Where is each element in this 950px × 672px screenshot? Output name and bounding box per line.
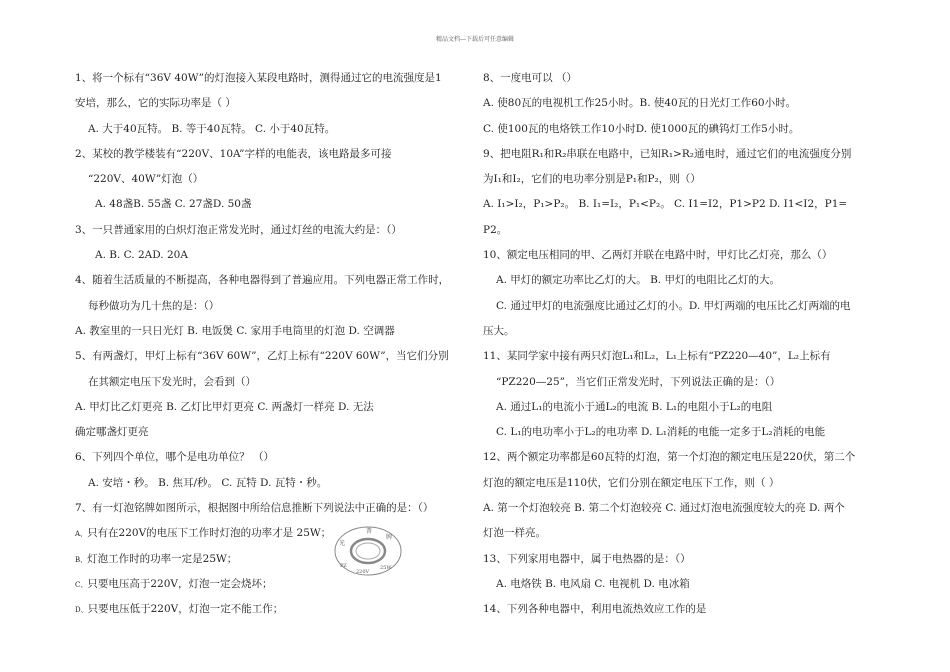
question-line-q7A bbox=[75, 521, 465, 546]
option-text: 灯泡工作时的功率一定是25W； bbox=[87, 552, 238, 565]
badge-left-text: 光 bbox=[339, 540, 346, 547]
question-line-q4a: 4、随着生活质量的不断提高，各种电器得到了普遍应用。下列电器正常工作时， bbox=[75, 274, 450, 287]
question-line-q9b: 为I₁和I₂，它们的电功率分别是P₁和P₂，则（） bbox=[483, 173, 701, 186]
question-line-q13a: 13、下列家用电器中，属于电热器的是：（） bbox=[483, 552, 691, 565]
question-line-q3o: A. B. C. 2AD. 20A bbox=[95, 249, 188, 262]
question-line-q6o: A. 安培・秒。 B. 焦耳/秒。 C. 瓦特 D. 瓦特・秒。 bbox=[88, 476, 328, 489]
option-prefix: D、 bbox=[75, 606, 88, 615]
question-line-q14a: 14、下列各种电器中，利用电流热效应工作的是 bbox=[483, 603, 707, 616]
question-line-q8a: 8、一度电可以 （） bbox=[483, 72, 578, 84]
question-line-q7a: 7、有一灯泡铭牌如图所示，根据图中所给信息推断下列说法中正确的是：（） bbox=[75, 502, 434, 515]
question-line-q8o2: C. 使100瓦的电烙铁工作10小时D. 使1000瓦的碘钨灯工作5小时。 bbox=[483, 122, 800, 135]
question-line-q12b: 灯泡的额定电压是110伏，它们分别在额定电压下工作，则（ ） bbox=[483, 476, 780, 489]
question-line-q4b: 每秒做功为几十焦的是：（） bbox=[88, 299, 220, 312]
question-line-q10o3: 压大。 bbox=[483, 324, 515, 337]
option-text: 只有在220V的电压下工作时灯泡的功率才是 25W； bbox=[87, 527, 332, 540]
question-line-q9a: 9、把电阻R₁和R₂串联在电路中，已知R₁>R₂通电时，通过它们的电流强度分别 bbox=[483, 147, 852, 160]
question-line-q5b: 在其额定电压下发光时，会看到（） bbox=[88, 375, 256, 388]
question-line-q13o: A. 电烙铁 B. 电风扇 C. 电视机 D. 电冰箱 bbox=[496, 577, 690, 590]
left-column bbox=[75, 66, 465, 623]
option-text: 只要电压高于220V，灯泡一定会烧坏； bbox=[87, 577, 273, 590]
option-prefix: A、 bbox=[75, 530, 88, 539]
question-line-q9o1: A. I₁>I₂，P₁>P₂。 B. I₁=I₂，P₁<P₂。 C. I1=I2，P1>P2 D. I1<I2，P1= bbox=[483, 198, 848, 211]
question-line-q10o2: C. 通过甲灯的电流强度比通过乙灯的小。D. 甲灯两端的电压比乙灯两端的电 bbox=[496, 299, 851, 312]
page-header: 精品文档---下载后可任意编辑 bbox=[435, 36, 515, 43]
option-text: 只要电压低于220V，灯泡一定不能工作； bbox=[87, 603, 284, 616]
question-line-q9o2: P2。 bbox=[483, 223, 508, 236]
question-line-q7D bbox=[75, 597, 465, 622]
question-line-q1o: A. 大于40瓦特。 B. 等于40瓦特。 C. 小于40瓦特。 bbox=[88, 122, 336, 135]
question-line-q11o1: A. 通过L₁的电流小于通L₂的电流 B. L₁的电阻小于L₂的电阻 bbox=[496, 400, 773, 413]
question-line-q10o1: A. 甲灯的额定功率比乙灯的大。 B. 甲灯的电阻比乙灯的大。 bbox=[496, 274, 780, 287]
badge-bottom-right-text: 25W bbox=[380, 565, 392, 571]
option-prefix: B、 bbox=[75, 555, 88, 564]
question-line-q3a: 3、一只普通家用的白炽灯泡正常发光时，通过灯丝的电流大约是：（） bbox=[75, 223, 402, 236]
question-line-q11o2: C. L₁的电功率小于L₂的电功率 D. L₁消耗的电能一定多于L₂消耗的电能 bbox=[496, 426, 826, 439]
question-line-q10a: 10、额定电压相同的甲、乙两灯并联在电路中时，甲灯比乙灯亮，那么（） bbox=[483, 249, 833, 262]
question-line-q5a: 5、有两盏灯，甲灯上标有“36V 60W”，乙灯上标有“220V 60W”，当它们分别 bbox=[75, 350, 449, 363]
question-line-q4o: A. 教室里的一只日光灯 B. 电饭煲 C. 家用手电筒里的灯泡 D. 空调器 bbox=[75, 324, 395, 337]
question-line-q7B bbox=[75, 547, 465, 572]
question-line-q12a: 12、两个额定功率都是60瓦特的灯泡，第一个灯泡的额定电压是220伏，第二个 bbox=[483, 451, 856, 464]
badge-right-text: 牌 bbox=[386, 534, 393, 541]
question-line-q1a: 1、将一个标有“36V 40W”的灯泡接入某段电路时，测得通过它的电流强度是1 bbox=[75, 72, 442, 84]
badge-top-text: 普 bbox=[366, 528, 373, 535]
option-prefix: C、 bbox=[75, 580, 88, 589]
badge-bottom-left-text: PZ bbox=[340, 563, 347, 569]
question-line-q7C bbox=[75, 572, 465, 597]
question-line-q5c: 确定哪盏灯更亮 bbox=[75, 426, 149, 439]
question-line-q8o1: A. 使80瓦的电视机工作25小时。B. 使40瓦的日光灯工作60小时。 bbox=[483, 97, 797, 110]
question-line-q1b: 安培，那么，它的实际功率是（ ） bbox=[75, 97, 236, 110]
question-line-q6a: 6、下列四个单位，哪个是电功单位？ （） bbox=[75, 451, 275, 464]
bulb-nameplate-figure bbox=[333, 525, 403, 581]
question-line-q2b: “220V、40W”灯泡（） bbox=[88, 173, 204, 186]
question-line-q11b: “PZ220—25”，当它们正常发光时，下列说法正确的是：（） bbox=[496, 375, 781, 388]
question-line-q12o2: 灯泡一样亮。 bbox=[483, 527, 546, 540]
right-column bbox=[483, 66, 883, 623]
badge-bottom-text: 220V bbox=[356, 569, 370, 575]
question-line-q11a: 11、某同学家中接有两只灯泡L₁和L₂，L₁上标有“PZ220—40”，L₂上标有 bbox=[483, 350, 831, 363]
question-line-q5o: A. 甲灯比乙灯更亮 B. 乙灯比甲灯更亮 C. 两盏灯一样亮 D. 无法 bbox=[75, 400, 374, 413]
question-line-q2a: 2、某校的教学楼装有“220V、10A”字样的电能表，该电路最多可接 bbox=[75, 147, 392, 160]
question-line-q2o: A. 48盏B. 55盏 C. 27盏D. 50盏 bbox=[95, 198, 252, 211]
question-line-q12o1: A. 第一个灯泡较亮 B. 第二个灯泡较亮 C. 通过灯泡电流强度较大的亮 D. 两个 bbox=[483, 502, 845, 515]
